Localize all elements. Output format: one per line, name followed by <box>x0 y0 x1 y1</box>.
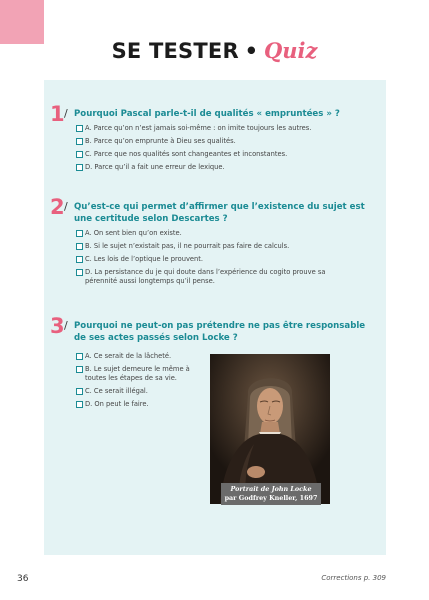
question-number: 2 <box>50 195 65 219</box>
answer-text: B. Si le sujet n’existait pas, il ne pourrait pas faire de calculs. <box>85 242 290 250</box>
answer-text: B. Le sujet demeure le même à toutes les étapes de sa vie. <box>85 365 190 383</box>
answer-list <box>50 229 380 287</box>
answer-option[interactable] <box>76 150 380 159</box>
question-1 <box>50 102 380 176</box>
caption-line-1: Portrait de John Locke <box>230 485 312 493</box>
checkbox[interactable] <box>76 125 83 132</box>
question-text: Qu’est-ce qui permet d’affirmer que l’existence du sujet est une certitude selon Descartes ? <box>74 202 365 224</box>
answer-text: D. Parce qu’il a fait une erreur de lexique. <box>85 163 225 171</box>
checkbox[interactable] <box>76 151 83 158</box>
answer-option[interactable] <box>76 242 380 251</box>
question-slash: / <box>64 319 68 332</box>
checkbox[interactable] <box>76 243 83 250</box>
checkbox[interactable] <box>76 269 83 276</box>
checkbox[interactable] <box>76 366 83 373</box>
checkbox[interactable] <box>76 164 83 171</box>
answer-text: C. Ce serait illégal. <box>85 387 148 396</box>
question-header <box>50 314 380 344</box>
question-header <box>50 102 380 126</box>
answer-option[interactable] <box>76 163 380 172</box>
checkbox[interactable] <box>76 230 83 237</box>
page-title <box>0 38 429 65</box>
answer-text: C. Les lois de l’optique le prouvent. <box>85 255 204 263</box>
page-number: 36 <box>17 574 29 584</box>
question-text: Pourquoi ne peut-on pas prétendre ne pas être responsable de ses actes passés selon Locke ? <box>74 321 366 343</box>
portrait-image <box>210 354 330 504</box>
answer-text: D. On peut le faire. <box>85 400 149 409</box>
portrait-caption <box>221 483 321 505</box>
answer-text: A. Ce serait de la lâcheté. <box>85 352 172 360</box>
answer-option[interactable] <box>76 124 380 133</box>
title-quiz: Quiz <box>263 38 318 63</box>
question-slash: / <box>64 107 68 120</box>
question-slash: / <box>64 200 68 213</box>
question-header <box>50 195 380 225</box>
answer-text: A. Parce qu’on n’est jamais soi-même : on imite toujours les autres. <box>85 124 312 132</box>
question-number: 3 <box>50 314 65 338</box>
question-text: Pourquoi Pascal parle-t-il de qualités « empruntées » ? <box>74 109 340 119</box>
question-2 <box>50 195 380 290</box>
answer-text: A. On sent bien qu’on existe. <box>85 229 182 237</box>
checkbox[interactable] <box>76 353 83 360</box>
question-number: 1 <box>50 102 65 126</box>
corrections-reference: Corrections p. 309 <box>321 574 386 582</box>
answer-option[interactable] <box>76 137 380 146</box>
answer-text: D. La persistance du je qui doute dans l’expérience du cogito prouve sa pérennité aussi longtemps qu’il pense. <box>85 268 326 286</box>
answer-option[interactable] <box>76 268 380 287</box>
checkbox[interactable] <box>76 388 83 395</box>
answer-option[interactable] <box>76 229 380 238</box>
answer-list <box>50 124 380 172</box>
portrait-illustration <box>210 354 330 504</box>
answer-text: C. Parce que nos qualités sont changeantes et inconstantes. <box>85 150 288 158</box>
title-separator: • <box>244 39 259 63</box>
checkbox[interactable] <box>76 138 83 145</box>
title-main: SE TESTER <box>111 39 239 63</box>
caption-line-2: par Godfrey Kneller, 1697 <box>224 494 318 502</box>
checkbox[interactable] <box>76 401 83 408</box>
checkbox[interactable] <box>76 256 83 263</box>
answer-text: B. Parce qu’on emprunte à Dieu ses qualités. <box>85 137 236 145</box>
answer-option[interactable] <box>76 255 380 264</box>
